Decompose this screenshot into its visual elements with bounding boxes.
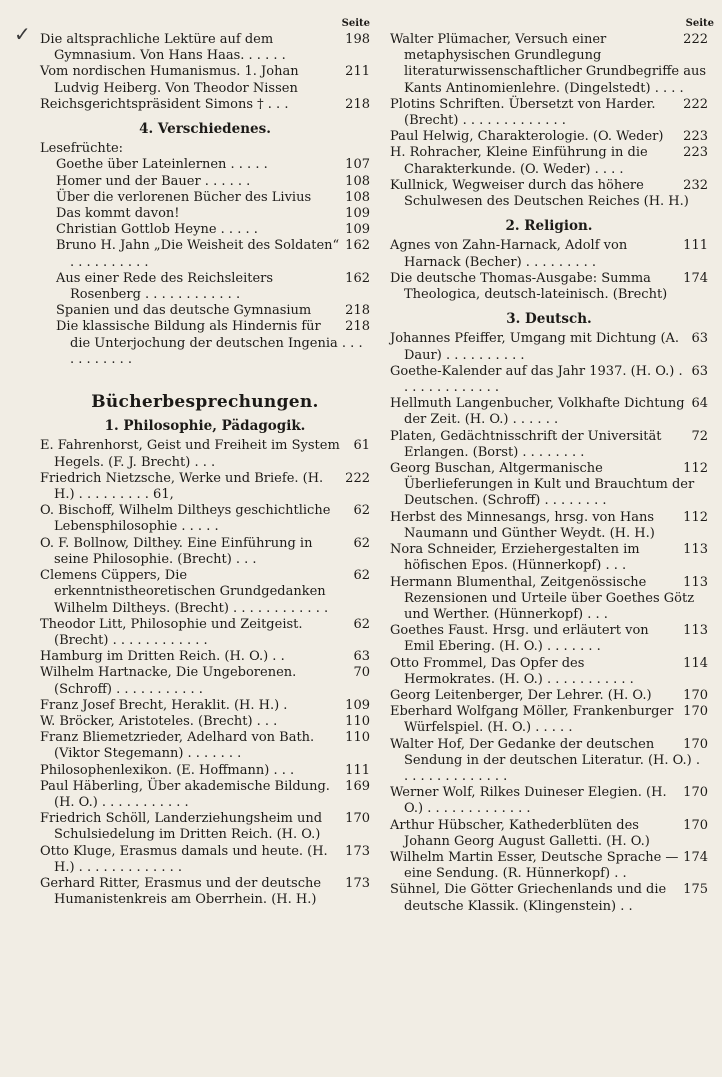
index-entry (40, 844, 370, 876)
entry-text: Herbst des Minnesangs, hrsg. von Hans Naumann und Günther Weydt. (H. H.) (390, 509, 655, 541)
index-entry (390, 688, 708, 704)
entry-text: Reichsgerichtspräsident Simons † . . . (40, 96, 289, 112)
index-entry (390, 623, 708, 655)
entry-page-number: 107 (345, 157, 370, 173)
index-entry (390, 238, 708, 270)
index-entry (40, 536, 370, 568)
entry-text: Christian Gottlob Heyne . . . . . (56, 222, 258, 238)
entry-page-number: 109 (345, 206, 370, 222)
index-entry (390, 656, 708, 688)
entry-page-number: 62 (353, 616, 370, 632)
entry-text: Platen, Gedächtnisschrift der Universität Erlangen. (Borst) . . . . . . . . (390, 428, 662, 460)
index-entry (390, 818, 708, 850)
index-entry (40, 97, 370, 113)
entry-text: Goethes Faust. Hrsg. und erläutert von Emil Ebering. (H. O.) . . . . . . . (390, 623, 649, 655)
entry-text: Goethe-Kalender auf das Jahr 1937. (H. O.) . . . . . . . . . . . . . (390, 363, 683, 396)
entry-page-number: 170 (683, 687, 708, 703)
entry-page-number: 174 (683, 270, 708, 286)
section-heading-philosophie: 1. Philosophie, Pädagogik. (104, 418, 306, 435)
index-entry (40, 649, 370, 665)
entry-text: Franz Bliemetzrieder, Adelhard von Bath. (Viktor Stegemann) . . . . . . . (40, 730, 315, 762)
religion-entries-list (390, 238, 708, 303)
entry-text: Bruno H. Jahn „Die Weisheit des Soldaten“ . . . . . . . . . . (56, 238, 340, 270)
page-header-label: Seite (341, 18, 370, 29)
entry-page-number: 223 (683, 129, 708, 145)
index-entry (390, 178, 708, 210)
entry-text: Goethe über Lateinlernen . . . . . (56, 157, 268, 173)
index-entry (40, 665, 370, 697)
entry-text: Franz Josef Brecht, Heraklit. (H. H.) . (40, 697, 288, 713)
entry-page-number: 112 (683, 509, 708, 525)
index-entry (390, 542, 708, 574)
index-entry (40, 763, 370, 779)
entry-page-number: 223 (683, 145, 708, 161)
entry-text: Georg Leitenberger, Der Lehrer. (H. O.) (390, 687, 652, 703)
entry-text: Aus einer Rede des Reichsleiters Rosenberg . . . . . . . . . . . . (56, 270, 274, 303)
entry-page-number: 61 (353, 438, 370, 454)
entry-page-number: 170 (683, 785, 708, 801)
buecherbesprechungen-title: Bücherbesprechungen. (91, 392, 319, 413)
entry-text: Die deutsche Thomas-Ausgabe: Summa Theologica, deutsch-lateinisch. (Brecht) (390, 270, 668, 303)
entry-text: Kullnick, Wegweiser durch das höhere Schulwesen des Deutschen Reiches (H. H.) (390, 177, 689, 210)
entry-text: Hermann Blumenthal, Zeitgenössische Rezensionen und Urteile über Goethes Götz und Werther. (Hünnerkopf) . . . (390, 574, 695, 622)
index-entry (390, 510, 708, 542)
entry-text: O. Bischoff, Wilhelm Diltheys geschichtliche Lebensphilosophie . . . . . (40, 503, 331, 535)
entry-page-number: 111 (345, 762, 370, 778)
entry-page-number: 112 (683, 461, 708, 477)
entry-page-number: 198 (345, 32, 370, 47)
entry-text: Hellmuth Langenbucher, Volkhafte Dichtung der Zeit. (H. O.) . . . . . . (390, 396, 685, 428)
section-heading-verschiedenes: 4. Verschiedenes. (139, 121, 271, 138)
entry-page-number: 113 (683, 623, 708, 639)
philosophie-continued-list (390, 32, 708, 210)
right-column (390, 18, 714, 915)
entry-text: Gerhard Ritter, Erasmus und der deutsche Humanistenkreis am Oberrhein. (H. H.) (40, 875, 322, 908)
entry-text: Nora Schneider, Erziehergestalten im höfischen Epos. (Hünnerkopf) . . . (390, 542, 640, 574)
entry-text: Die altsprachliche Lektüre auf dem Gymnasium. Von Hans Haas. . . . . . (40, 32, 286, 64)
entry-text: Wilhelm Hartnacke, Die Ungeborenen. (Schroff) . . . . . . . . . . . (40, 665, 297, 697)
index-entry (390, 704, 708, 736)
entry-page-number: 173 (345, 843, 370, 859)
entry-text: Agnes von Zahn-Harnack, Adolf von Harnack (Becher) . . . . . . . . . (390, 238, 628, 270)
index-entry (390, 850, 708, 882)
entry-text: Homer und der Bauer . . . . . . (56, 173, 251, 189)
entry-text: Spanien und das deutsche Gymnasium (56, 303, 312, 319)
entry-page-number: 62 (353, 568, 370, 584)
index-entry (40, 730, 370, 762)
entry-page-number: 162 (345, 238, 370, 254)
index-entry (40, 698, 370, 714)
entry-text: Clemens Cüppers, Die erkenntnistheoretischen Grundgedanken Wilhelm Diltheys. (Brecht) . . . . . . . . . . . . (40, 568, 329, 616)
entry-text: Plotins Schriften. Übersetzt von Harder. (Brecht) . . . . . . . . . . . . . (390, 96, 656, 129)
index-entry (40, 438, 370, 470)
page-header-label: Seite (685, 18, 714, 29)
entry-text: Friedrich Nietzsche, Werke und Briefe. (H. H.) . . . . . . . . . 61, (40, 470, 324, 503)
entry-page-number: 170 (683, 817, 708, 833)
entry-page-number: 64 (691, 396, 708, 412)
entry-page-number: 175 (683, 882, 708, 898)
entry-page-number: 174 (683, 849, 708, 865)
entry-text: Georg Buschan, Altgermanische Überlieferungen in Kult und Brauchtum der Deutschen. (Schroff) . . . . . . . . (390, 461, 695, 509)
entry-text: Walter Hof, Der Gedanke der deutschen Sendung in der deutschen Literatur. (H. O.) . . . . . . . . . . . . . . (390, 736, 701, 784)
entry-page-number: 109 (345, 697, 370, 713)
entry-page-number: 169 (345, 778, 370, 794)
index-entry (40, 471, 370, 503)
index-entry (390, 461, 708, 510)
index-entry (390, 271, 708, 303)
lesefruechte-list (40, 157, 370, 368)
entry-text: Eberhard Wolfgang Möller, Frankenburger Würfelspiel. (H. O.) . . . . . (390, 704, 674, 736)
index-entry (40, 206, 370, 222)
entry-text: W. Bröcker, Aristoteles. (Brecht) . . . (40, 713, 278, 729)
index-entry (390, 32, 708, 97)
entry-text: Das kommt davon! (56, 206, 180, 222)
index-entry (390, 364, 708, 396)
index-entry (40, 779, 370, 811)
index-entry (390, 145, 708, 177)
index-entry (40, 617, 370, 649)
entry-page-number: 218 (345, 96, 370, 112)
index-entry (40, 319, 370, 368)
entry-page-number: 222 (683, 96, 708, 112)
entry-text: Sühnel, Die Götter Griechenlands und die deutsche Klassik. (Klingenstein) . . (390, 882, 667, 914)
entry-page-number: 111 (683, 238, 708, 254)
entry-page-number: 110 (345, 713, 370, 729)
entry-page-number: 173 (345, 875, 370, 891)
entry-text: Philosophenlexikon. (E. Hoffmann) . . . (40, 762, 295, 778)
entry-text: Die klassische Bildung als Hindernis für die Unterjochung der deutschen Ingenia . . . . . . . . . . . (56, 319, 363, 367)
entry-page-number: 162 (345, 270, 370, 286)
entry-text: E. Fahrenhorst, Geist und Freiheit im System Hegels. (F. J. Brecht) . . . (40, 438, 340, 470)
entry-page-number: 108 (345, 173, 370, 189)
index-entry (390, 331, 708, 363)
handwritten-checkmark: ✓ (14, 22, 31, 46)
entry-text: Johannes Pfeiffer, Umgang mit Dichtung (A. Daur) . . . . . . . . . . (390, 331, 680, 363)
index-entry (390, 129, 708, 145)
index-entry (40, 238, 370, 270)
index-entry (390, 575, 708, 624)
entry-page-number: 170 (345, 811, 370, 827)
entry-page-number: 72 (691, 428, 708, 444)
entry-page-number: 62 (353, 503, 370, 519)
entry-text: Vom nordischen Humanismus. 1. Johan Ludvig Heiberg. Von Theodor Nissen (40, 64, 299, 96)
entry-page-number: 211 (345, 64, 370, 80)
entry-text: Walter Plümacher, Versuch einer metaphysischen Grundlegung literaturwissenschaftlicher Grundbegriffe aus Kants Antinomienlehre. (Dingelstedt) . . . . (390, 32, 707, 96)
index-entry (40, 503, 370, 535)
index-entry (390, 785, 708, 817)
index-entry (390, 429, 708, 461)
index-entry (40, 271, 370, 303)
entry-text: Otto Frommel, Das Opfer des Hermokrates. (H. O.) . . . . . . . . . . . (390, 655, 634, 687)
entry-text: Wilhelm Martin Esser, Deutsche Sprache — eine Sendung. (R. Hünnerkopf) . . (390, 849, 679, 882)
deutsch-entries-list (390, 331, 708, 914)
section-heading-religion: 2. Religion. (505, 218, 593, 235)
entry-text: Hamburg im Dritten Reich. (H. O.) . . (40, 649, 285, 665)
entry-page-number: 222 (345, 470, 370, 486)
left-column (40, 18, 370, 908)
entry-page-number: 63 (691, 331, 708, 347)
lesefruechte-label: Lesefrüchte: (40, 141, 124, 157)
index-entry (40, 568, 370, 617)
entry-page-number: 63 (691, 363, 708, 379)
index-entry (40, 876, 370, 908)
section-heading-deutsch: 3. Deutsch. (506, 311, 592, 328)
entry-page-number: 232 (683, 177, 708, 193)
top-entries-list (40, 32, 370, 113)
entry-text: Theodor Litt, Philosophie und Zeitgeist. (Brecht) . . . . . . . . . . . . (40, 616, 303, 648)
entry-page-number: 110 (345, 730, 370, 746)
index-entry (40, 811, 370, 843)
entry-text: H. Rohracher, Kleine Einführung in die Charakterkunde. (O. Weder) . . . . (390, 145, 648, 177)
index-entry (390, 882, 708, 914)
entry-page-number: 218 (345, 319, 370, 335)
index-entry (40, 222, 370, 238)
entry-page-number: 113 (683, 574, 708, 590)
entry-text: Friedrich Schöll, Landerziehungsheim und Schulsiedelung im Dritten Reich. (H. O.) (40, 811, 323, 843)
index-entry (390, 737, 708, 786)
entry-page-number: 113 (683, 542, 708, 558)
philosophie-entries-list (40, 438, 370, 908)
index-entry (40, 190, 370, 206)
entry-text: Paul Helwig, Charakterologie. (O. Weder) (390, 129, 664, 145)
index-entry (40, 303, 370, 319)
entry-text: Werner Wolf, Rilkes Duineser Elegien. (H. O.) . . . . . . . . . . . . . (390, 785, 667, 817)
entry-text: Arthur Hübscher, Kathederblüten des Johann Georg August Galletti. (H. O.) (390, 817, 650, 849)
entry-page-number: 62 (353, 535, 370, 551)
index-entry (390, 396, 708, 428)
entry-page-number: 218 (345, 303, 370, 319)
index-entry (40, 157, 370, 173)
entry-text: Über die verlorenen Bücher des Livius (56, 189, 312, 205)
index-entry (390, 97, 708, 129)
entry-page-number: 170 (683, 736, 708, 752)
index-entry (40, 32, 370, 64)
index-entry (40, 174, 370, 190)
index-entry (40, 714, 370, 730)
entry-page-number: 63 (353, 649, 370, 665)
entry-page-number: 109 (345, 222, 370, 238)
entry-page-number: 170 (683, 704, 708, 720)
entry-page-number: 108 (345, 189, 370, 205)
entry-page-number: 114 (683, 655, 708, 671)
entry-page-number: 70 (353, 665, 370, 681)
entry-page-number: 222 (683, 32, 708, 47)
entry-text: Otto Kluge, Erasmus damals und heute. (H. H.) . . . . . . . . . . . . . (40, 843, 328, 875)
index-entry (40, 64, 370, 96)
entry-text: Paul Häberling, Über akademische Bildung. (H. O.) . . . . . . . . . . . (40, 778, 330, 810)
entry-text: O. F. Bollnow, Dilthey. Eine Einführung in seine Philosophie. (Brecht) . . . (40, 535, 313, 567)
